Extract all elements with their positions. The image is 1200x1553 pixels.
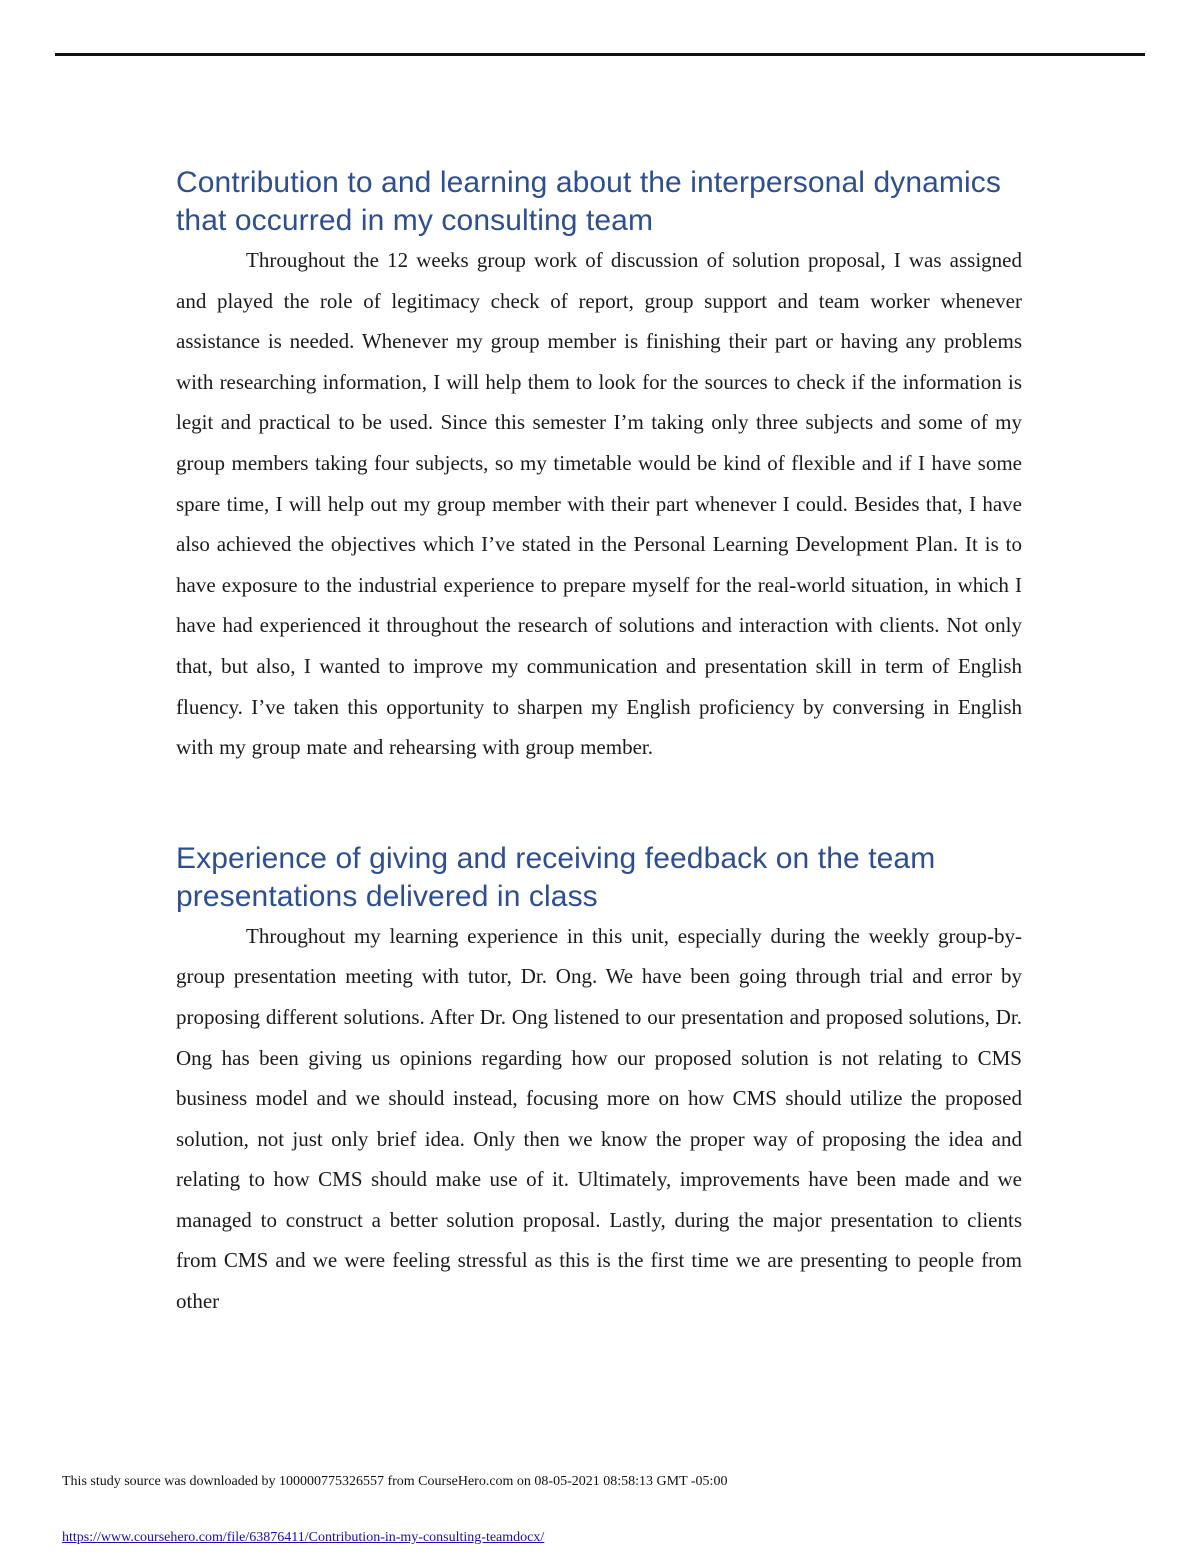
download-source-note: This study source was downloaded by 100000775326557 from CourseHero.com on 08-05-2021 08:58:13 GMT -05:00 xyxy=(62,1474,728,1489)
source-link[interactable]: https://www.coursehero.com/file/63876411/Contribution-in-my-consulting-teamdocx/ xyxy=(62,1530,545,1545)
section-heading: Contribution to and learning about the interpersonal dynamics that occurred in my consulting team xyxy=(176,166,1001,237)
section-heading: Experience of giving and receiving feedback on the team presentations delivered in class xyxy=(176,841,936,913)
section-interpersonal-dynamics xyxy=(176,164,1022,768)
section-paragraph: Throughout the 12 weeks group work of discussion of solution proposal, I was assigned and played the role of legitimacy check of report, group support and team worker whenever assistance is needed. Whenever my group member is finishing their part or having any problems with researching information, I will help them to look for the sources to check if the information is legit and practical to be used. Since this semester I’m taking only three subjects and some of my group members taking four subjects, so my timetable would be kind of flexible and if I have some spare time, I will help out my group member with their part whenever I could. Besides that, I have also achieved the objectives which I’ve stated in the Personal Learning Development Plan. It is to have exposure to the industrial experience to prepare myself for the real-world situation, in which I have had experienced it throughout the research of solutions and interaction with clients. Not only that, but also, I wanted to improve my communication and presentation skill in term of English fluency. I’ve taken this opportunity to sharpen my English proficiency by conversing in English with my group mate and rehearsing with group member. xyxy=(176,248,1022,760)
document-body xyxy=(176,164,1022,1322)
section-feedback-experience xyxy=(176,840,1022,1322)
section-paragraph: Throughout my learning experience in this unit, especially during the weekly group-by-group presentation meeting with tutor, Dr. Ong. We have been going through trial and error by proposing different solutions. After Dr. Ong listened to our presentation and proposed solutions, Dr. Ong has been giving us opinions regarding how our proposed solution is not relating to CMS business model and we should instead, focusing more on how CMS should utilize the proposed solution, not just only brief idea. Only then we know the proper way of proposing the idea and relating to how CMS should make use of it. Ultimately, improvements have been made and we managed to construct a better solution proposal. Lastly, during the major presentation to clients from CMS and we were feeling stressful as this is the first time we are presenting to people from other xyxy=(176,923,1022,1314)
header-rule xyxy=(55,53,1145,56)
